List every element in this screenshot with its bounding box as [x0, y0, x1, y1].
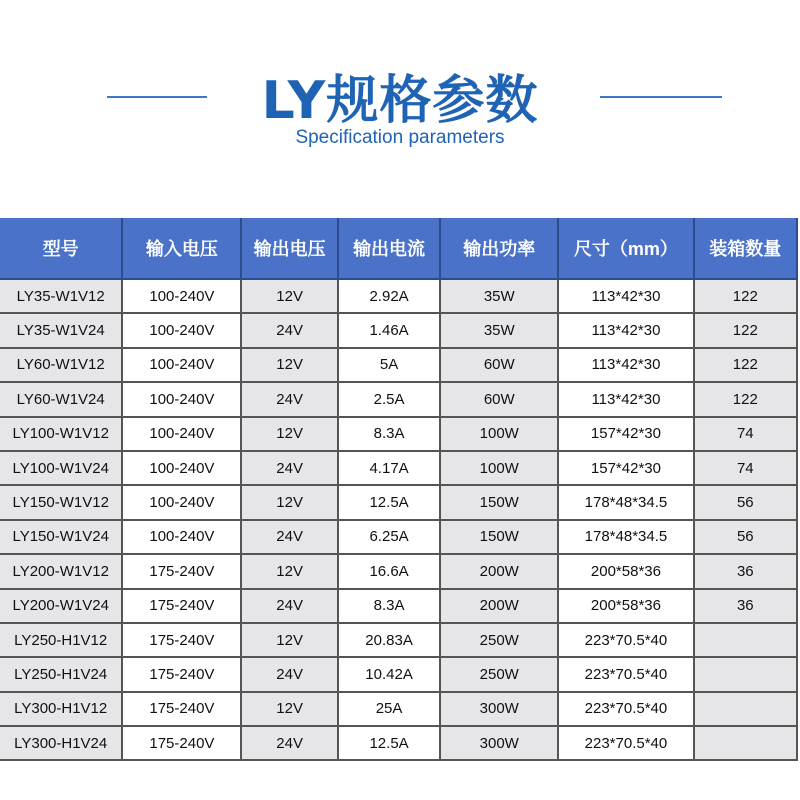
table-cell: 56 [694, 485, 797, 519]
table-cell: LY300-H1V24 [0, 726, 122, 760]
table-cell: 175-240V [122, 726, 241, 760]
table-cell: 24V [241, 726, 338, 760]
table-cell: 74 [694, 451, 797, 485]
table-cell: 36 [694, 589, 797, 623]
table-cell: LY100-W1V24 [0, 451, 122, 485]
column-header: 装箱数量 [694, 218, 797, 279]
table-cell: 100-240V [122, 417, 241, 451]
table-cell: 12V [241, 485, 338, 519]
table-cell: 24V [241, 313, 338, 347]
table-cell: 223*70.5*40 [558, 692, 693, 726]
table-cell [694, 692, 797, 726]
table-cell: LY100-W1V12 [0, 417, 122, 451]
table-cell: 100W [440, 451, 558, 485]
table-cell: 300W [440, 726, 558, 760]
table-cell: 150W [440, 520, 558, 554]
table-cell: 113*42*30 [558, 382, 693, 416]
table-cell: 100-240V [122, 485, 241, 519]
table-cell: LY200-W1V24 [0, 589, 122, 623]
table-cell: 74 [694, 417, 797, 451]
table-cell: 36 [694, 554, 797, 588]
table-cell: 12V [241, 554, 338, 588]
table-cell: 35W [440, 313, 558, 347]
table-cell: 100-240V [122, 382, 241, 416]
column-header: 输出电压 [241, 218, 338, 279]
column-header: 输出功率 [440, 218, 558, 279]
table-cell: 113*42*30 [558, 279, 693, 313]
spec-table [0, 218, 798, 761]
table-row [0, 623, 797, 657]
table-cell: 56 [694, 520, 797, 554]
table-cell: LY250-H1V24 [0, 657, 122, 691]
table-cell: 6.25A [338, 520, 440, 554]
table-cell: 100W [440, 417, 558, 451]
table-cell: 157*42*30 [558, 417, 693, 451]
table-cell: 100-240V [122, 348, 241, 382]
table-cell: 12V [241, 623, 338, 657]
table-cell: 175-240V [122, 657, 241, 691]
table-cell: 16.6A [338, 554, 440, 588]
table-cell: 10.42A [338, 657, 440, 691]
table-cell: 60W [440, 348, 558, 382]
page-subtitle: Specification parameters [295, 127, 505, 148]
table-cell: 8.3A [338, 589, 440, 623]
table-cell: 122 [694, 313, 797, 347]
table-cell: LY300-H1V12 [0, 692, 122, 726]
table-cell: 122 [694, 279, 797, 313]
table-row [0, 657, 797, 691]
table-cell: 35W [440, 279, 558, 313]
table-cell: 223*70.5*40 [558, 726, 693, 760]
table-row [0, 520, 797, 554]
table-cell: 12V [241, 348, 338, 382]
table-cell: 122 [694, 348, 797, 382]
table-cell: 200*58*36 [558, 589, 693, 623]
table-cell: 200W [440, 589, 558, 623]
table-row [0, 313, 797, 347]
column-header: 尺寸（mm） [558, 218, 693, 279]
table-cell: 5A [338, 348, 440, 382]
table-cell: 4.17A [338, 451, 440, 485]
table-cell: 24V [241, 657, 338, 691]
table-cell: 200W [440, 554, 558, 588]
table-cell [694, 657, 797, 691]
table-cell: 25A [338, 692, 440, 726]
table-cell: 24V [241, 520, 338, 554]
table-cell: 12.5A [338, 726, 440, 760]
table-row [0, 726, 797, 760]
table-cell: LY200-W1V12 [0, 554, 122, 588]
table-cell: 200*58*36 [558, 554, 693, 588]
table-cell: 113*42*30 [558, 313, 693, 347]
table-cell: 178*48*34.5 [558, 520, 693, 554]
page-title: LY规格参数 [261, 71, 539, 131]
table-row [0, 417, 797, 451]
table-cell: LY35-W1V24 [0, 313, 122, 347]
table-cell: 100-240V [122, 313, 241, 347]
table-row [0, 485, 797, 519]
table-cell: 12V [241, 279, 338, 313]
table-cell: 24V [241, 451, 338, 485]
table-cell: 175-240V [122, 589, 241, 623]
table-cell: 100-240V [122, 279, 241, 313]
table-cell: 175-240V [122, 554, 241, 588]
column-header: 输出电流 [338, 218, 440, 279]
table-cell: 250W [440, 657, 558, 691]
column-header: 型号 [0, 218, 122, 279]
table-cell: 122 [694, 382, 797, 416]
table-cell: 24V [241, 382, 338, 416]
table-cell: LY150-W1V12 [0, 485, 122, 519]
table-row [0, 279, 797, 313]
table-cell: 223*70.5*40 [558, 623, 693, 657]
table-cell: 175-240V [122, 623, 241, 657]
table-cell: 100-240V [122, 451, 241, 485]
table-cell: 175-240V [122, 692, 241, 726]
table-cell: 8.3A [338, 417, 440, 451]
table-cell: LY60-W1V12 [0, 348, 122, 382]
table-row [0, 382, 797, 416]
table-header [0, 218, 797, 279]
table-row [0, 589, 797, 623]
column-header: 输入电压 [122, 218, 241, 279]
table-cell: 223*70.5*40 [558, 657, 693, 691]
table-cell: 300W [440, 692, 558, 726]
table-cell: 2.92A [338, 279, 440, 313]
table-row [0, 692, 797, 726]
table-cell: 157*42*30 [558, 451, 693, 485]
table-cell: 12.5A [338, 485, 440, 519]
table-cell: LY35-W1V12 [0, 279, 122, 313]
table-cell: LY250-H1V12 [0, 623, 122, 657]
table-cell: 12V [241, 692, 338, 726]
table-cell: LY60-W1V24 [0, 382, 122, 416]
table-row [0, 554, 797, 588]
table-cell: 100-240V [122, 520, 241, 554]
table-cell: 113*42*30 [558, 348, 693, 382]
table-cell [694, 623, 797, 657]
table-cell: 178*48*34.5 [558, 485, 693, 519]
table-cell: 150W [440, 485, 558, 519]
table-row [0, 451, 797, 485]
table-cell: LY150-W1V24 [0, 520, 122, 554]
table-cell: 24V [241, 589, 338, 623]
table-cell: 2.5A [338, 382, 440, 416]
table-cell [694, 726, 797, 760]
table-row [0, 348, 797, 382]
table-cell: 20.83A [338, 623, 440, 657]
table-cell: 12V [241, 417, 338, 451]
table-cell: 60W [440, 382, 558, 416]
table-cell: 1.46A [338, 313, 440, 347]
table-cell: 250W [440, 623, 558, 657]
